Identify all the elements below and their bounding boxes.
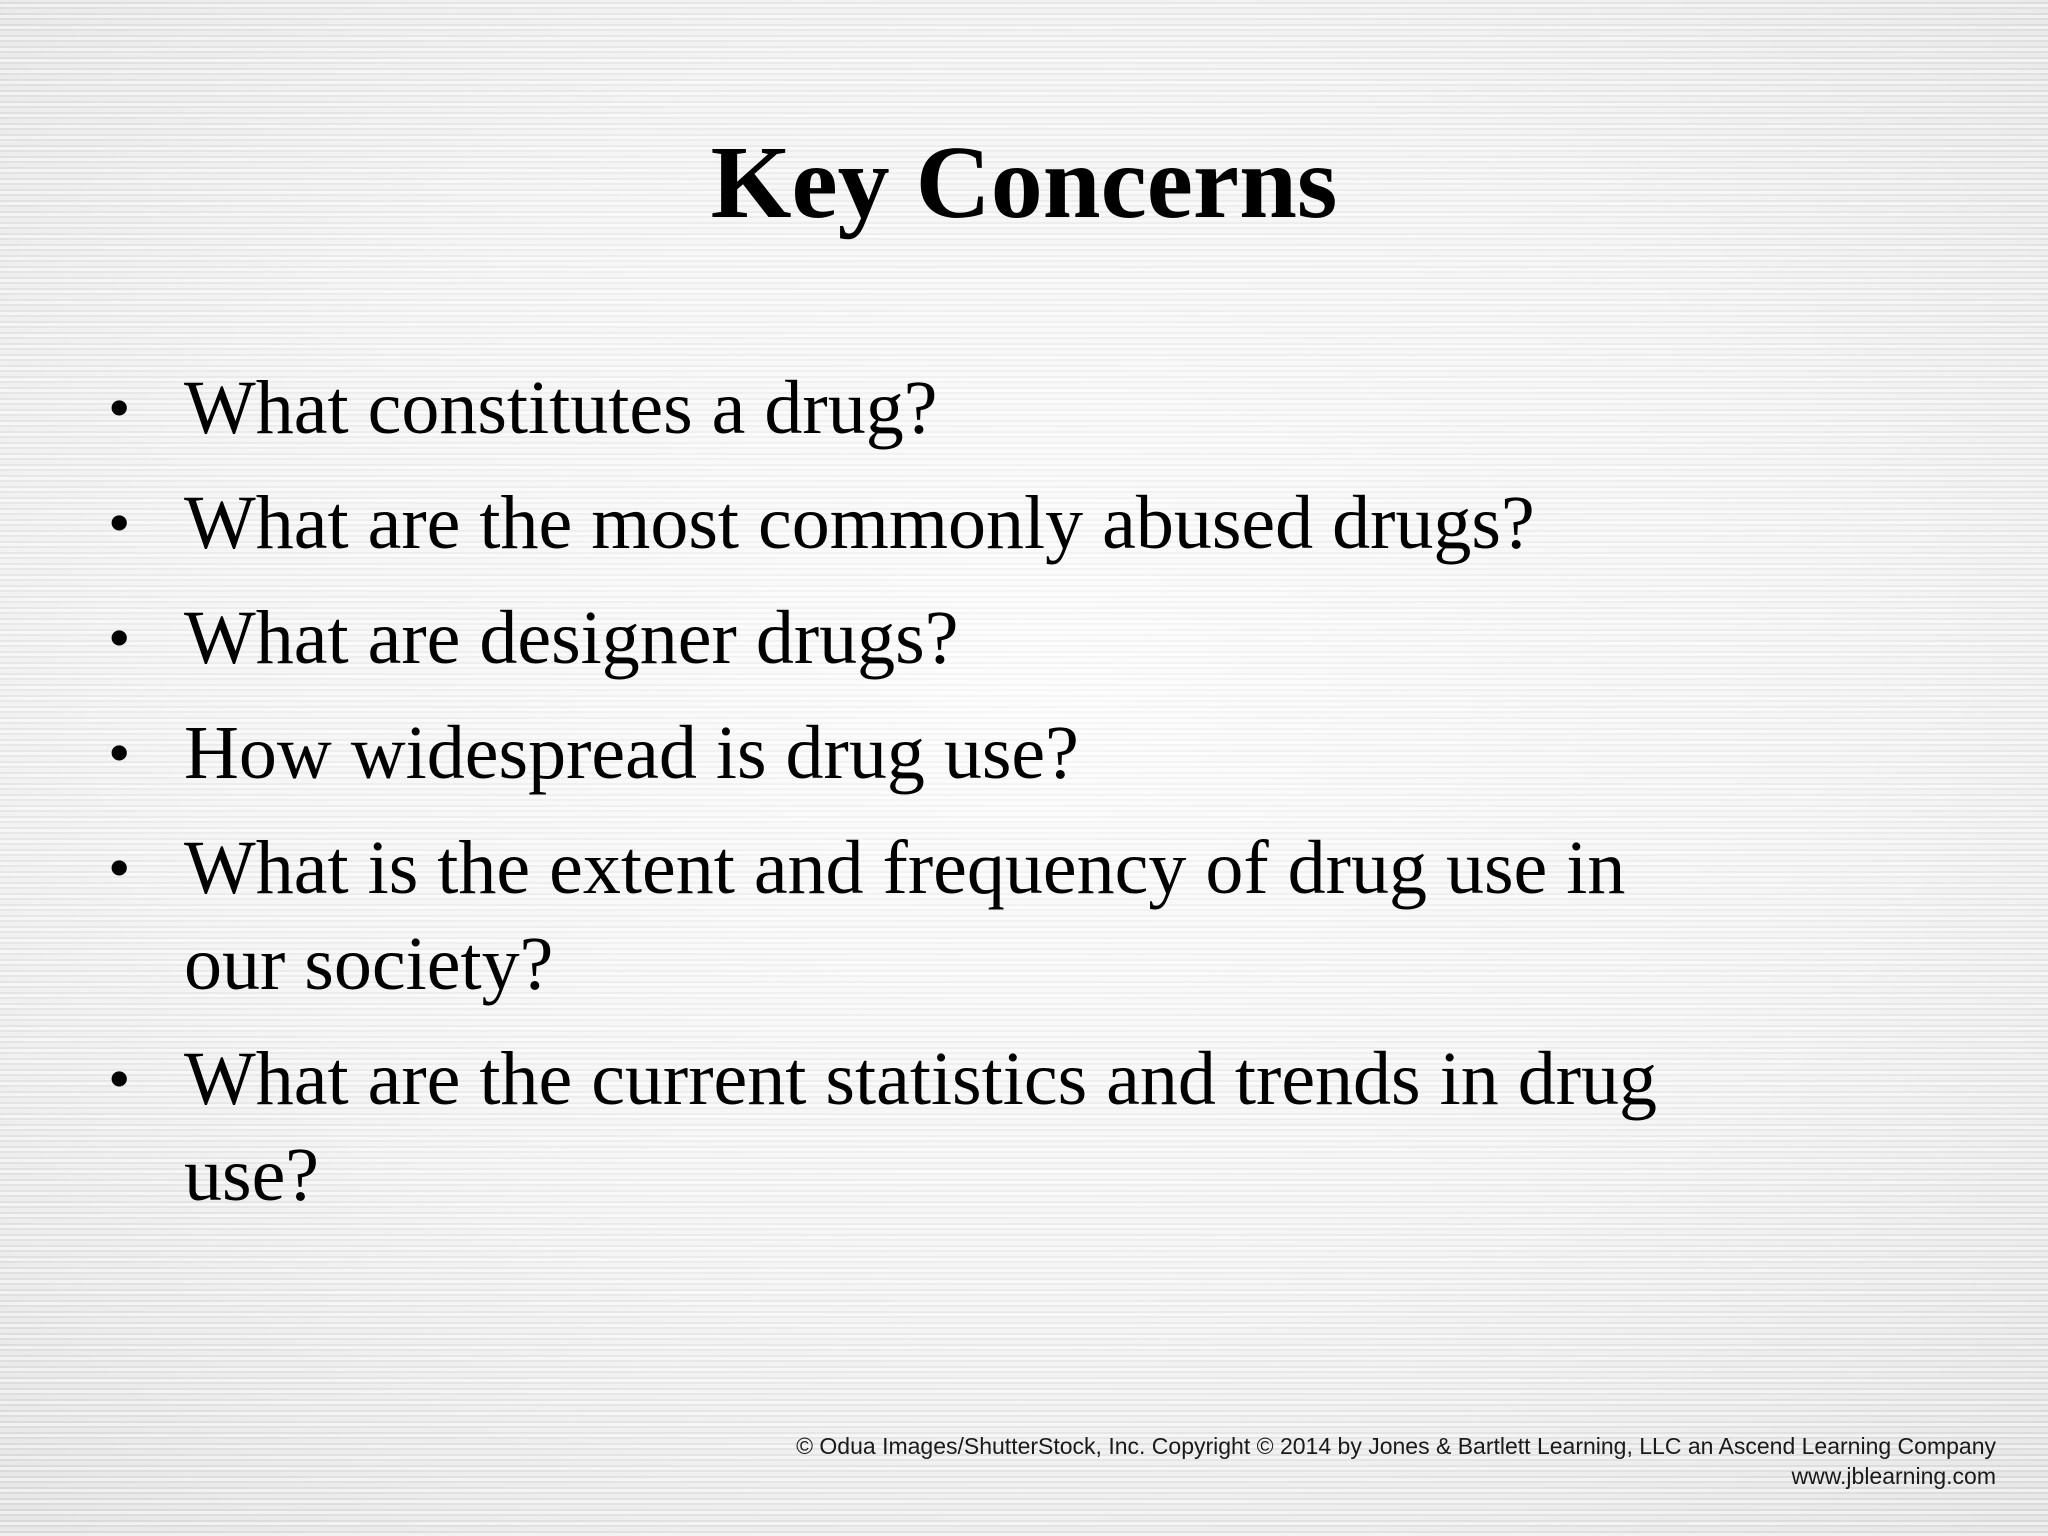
bullet-text: What are the current statistics and trends in drug use? xyxy=(184,1037,1658,1217)
bullet-text: What constitutes a drug? xyxy=(184,366,938,450)
bullet-text: What are the most commonly abused drugs? xyxy=(184,481,1535,565)
slide-title: Key Concerns xyxy=(710,125,1338,240)
bullet-item xyxy=(0,475,1744,571)
bullet-text: What are designer drugs? xyxy=(184,596,959,680)
copyright-footer xyxy=(796,1431,1996,1491)
bullet-icon: • xyxy=(108,832,131,903)
bullet-list xyxy=(0,360,2048,1242)
website-url: www.jblearning.com xyxy=(1791,1463,1996,1489)
bullet-icon: • xyxy=(108,602,131,673)
bullet-icon: • xyxy=(108,1043,131,1114)
bullet-icon: • xyxy=(108,717,131,788)
bullet-item xyxy=(0,360,1744,456)
bullet-item xyxy=(0,820,1744,1012)
bullet-text: What is the extent and frequency of drug use in our society? xyxy=(184,826,1626,1006)
bullet-text: How widespread is drug use? xyxy=(184,711,1079,795)
bullet-icon: • xyxy=(108,372,131,443)
bullet-item xyxy=(0,590,1744,686)
bullet-icon: • xyxy=(108,487,131,558)
copyright-text: © Odua Images/ShutterStock, Inc. Copyright © 2014 by Jones & Bartlett Learning, LLC an Ascend Learning Company xyxy=(796,1433,1996,1459)
bullet-item xyxy=(0,705,1744,801)
bullet-item xyxy=(0,1031,1744,1223)
